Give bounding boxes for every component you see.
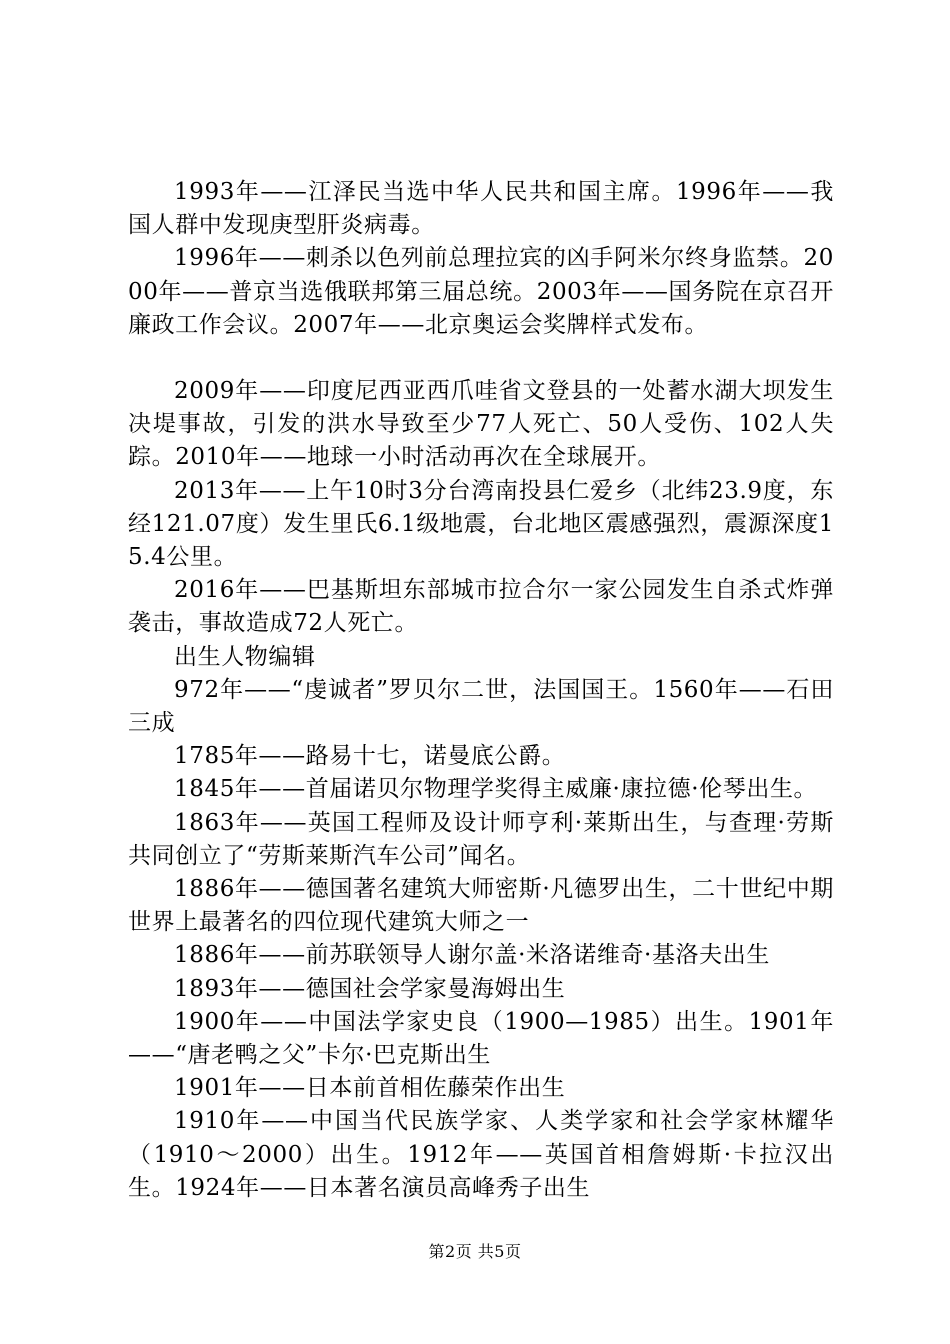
paragraph-2009: 2009年——印度尼西亚西爪哇省文登县的一处蓄水湖大坝发生决堤事故，引发的洪水导致至少77人死亡、50人受伤、102人失踪。2010年——地球一小时活动再次在全球展开。 — [128, 378, 834, 471]
paragraph-1886-mies: 1886年——德国著名建筑大师密斯·凡德罗出生，二十世纪中期世界上最著名的四位现代建筑大师之一 — [128, 876, 834, 936]
paragraph-1900: 1900年——中国法学家史良（1900—1985）出生。1901年——“唐老鸭之父”卡尔·巴克斯出生 — [128, 1008, 834, 1069]
paragraph-1845: 1845年——首届诺贝尔物理学奖得主威廉·康拉德·伦琴出生。 — [174, 776, 818, 803]
paragraph-2016: 2016年——巴基斯坦东部城市拉合尔一家公园发生自杀式炸弹袭击，事故造成72人死亡。 — [128, 577, 834, 637]
paragraph-972: 972年——“虔诚者”罗贝尔二世，法国国王。1560年——石田三成 — [128, 676, 834, 737]
paragraph-1785: 1785年——路易十七，诺曼底公爵。 — [174, 743, 566, 770]
paragraph-1886-kirov: 1886年——前苏联领导人谢尔盖·米洛诺维奇·基洛夫出生 — [174, 942, 770, 969]
paragraph-1901: 1901年——日本前首相佐藤荣作出生 — [174, 1075, 566, 1102]
paragraph-1910: 1910年——中国当代民族学家、人类学家和社会学家林耀华（1910～2000）出生。1912年——英国首相詹姆斯·卡拉汉出生。1924年——日本著名演员高峰秀子出生 — [128, 1108, 834, 1201]
section-heading-births: 出生人物编辑 — [174, 643, 316, 670]
paragraph-1893: 1893年——德国社会学家曼海姆出生 — [174, 975, 566, 1002]
page-footer — [0, 1242, 950, 1262]
paragraph-1993: 1993年——江泽民当选中华人民共和国主席。1996年——我国人群中发现庚型肝炎病毒。 — [128, 179, 834, 239]
paragraph-2013: 2013年——上午10时3分台湾南投县仁爱乡（北纬23.9度，东经121.07度）发生里氏6.1级地震，台北地区震感强烈，震源深度15.4公里。 — [128, 477, 834, 571]
paragraph-1863: 1863年——英国工程师及设计师亨利·莱斯出生，与查理·劳斯共同创立了“劳斯莱斯汽车公司”闻名。 — [128, 809, 834, 869]
document-body — [128, 176, 834, 1205]
page-number-label: 第2页 共5页 — [428, 1242, 522, 1261]
paragraph-1996: 1996年——刺杀以色列前总理拉宾的凶手阿米尔终身监禁。2000年——普京当选俄联邦第三届总统。2003年——国务院在京召开廉政工作会议。2007年——北京奥运会奖牌样式发布。 — [128, 245, 834, 338]
